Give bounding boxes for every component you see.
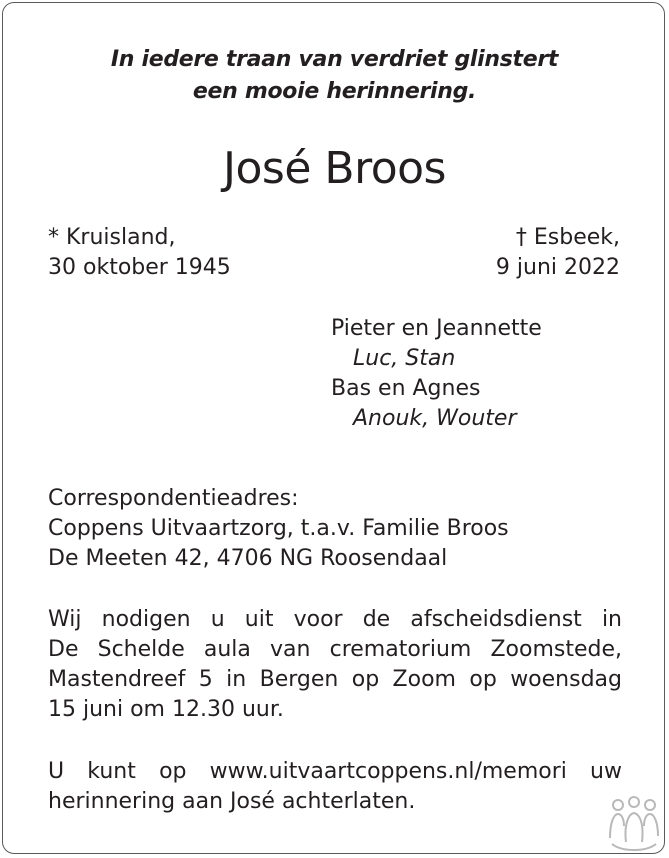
birth-date: 30 oktober 1945 [48, 255, 231, 280]
death-info [496, 223, 620, 283]
memorial-line: herinnering aan José achterlaten. [48, 789, 416, 814]
invitation-line: Wij nodigen u uit voor de afscheidsdienst in [48, 607, 622, 632]
family-children: Anouk, Wouter [353, 406, 517, 431]
invitation-line: De Schelde aula van crematorium Zoomstede, [48, 637, 622, 662]
family-children: Luc, Stan [353, 346, 456, 371]
memorial-paragraph [48, 757, 622, 817]
family-parents: Bas en Agnes [331, 376, 481, 401]
death-place: † Esbeek, [515, 225, 620, 250]
birth-place: * Kruisland, [48, 225, 176, 250]
people-circle-logo-icon [604, 796, 664, 852]
correspondence-line: De Meeten 42, 4706 NG Roosendaal [48, 546, 448, 571]
invitation-line: 15 juni om 12.30 uur. [48, 697, 284, 722]
motto-line-1: In iedere traan van verdriet glinstert [110, 47, 559, 72]
correspondence-line: Coppens Uitvaartzorg, t.a.v. Familie Broos [48, 516, 509, 541]
deceased-name: José Broos [223, 143, 446, 194]
correspondence-heading: Correspondentieadres: [48, 486, 299, 511]
invitation-paragraph [48, 605, 622, 725]
family-parents: Pieter en Jeannette [331, 316, 542, 341]
motto-line-2: een mooie herinnering. [192, 79, 477, 104]
death-date: 9 juni 2022 [495, 255, 620, 280]
birth-info [48, 223, 231, 283]
invitation-line: Mastendreef 5 in Bergen op Zoom op woensdag [48, 667, 622, 692]
correspondence-address [48, 484, 509, 574]
family-list [331, 314, 542, 434]
memorial-line: U kunt op www.uitvaartcoppens.nl/memori uw [48, 759, 622, 784]
motto [0, 44, 669, 108]
